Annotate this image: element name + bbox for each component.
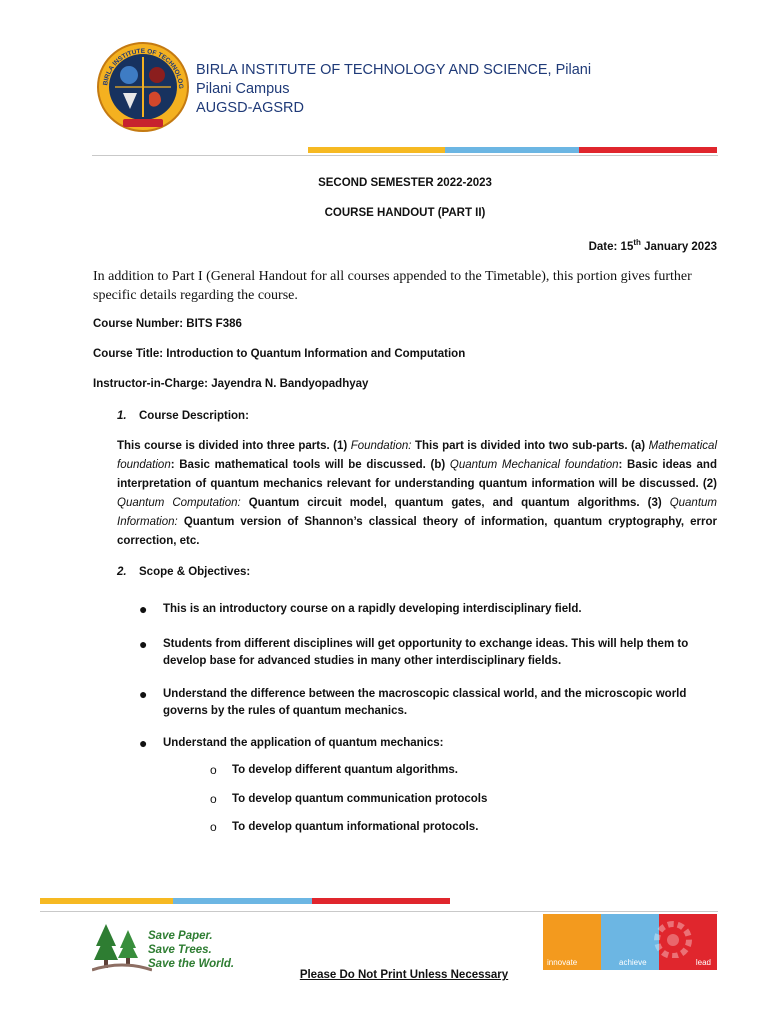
header-stripe-red: [579, 147, 717, 153]
bullet-dot-icon: ●: [139, 636, 148, 652]
desc-text-4: : Basic ideas and interpretation of quantum mechanics relevant for understanding quantum information will be discussed. (2): [117, 459, 717, 490]
document-date: [500, 238, 717, 253]
desc-italic-math: Mathematical foundation: [117, 440, 717, 471]
header-divider: [92, 155, 718, 156]
desc-italic-information: Quantum Information:: [117, 497, 717, 528]
date-suffix: January 2023: [640, 240, 717, 253]
institution-name: BIRLA INSTITUTE OF TECHNOLOGY AND SCIENCE, Pilani: [196, 62, 592, 78]
header-stripe-yellow: [308, 147, 445, 153]
campus-name: Pilani Campus: [196, 81, 290, 97]
sub-objective-text: To develop quantum informational protocols.: [232, 821, 479, 833]
bullet-dot-icon: ●: [139, 686, 148, 702]
bullet-dot-icon: ●: [139, 601, 148, 617]
sub-objective-item: [210, 763, 458, 777]
intro-paragraph: In addition to Part I (General Handout for all courses appended to the Timetable), this portion gives further specific details regarding the course.: [93, 269, 692, 303]
section-1-number: 1.: [117, 410, 127, 422]
circle-bullet-icon: o: [210, 820, 217, 834]
desc-italic-foundation: Foundation:: [350, 440, 412, 452]
objective-item: [139, 636, 718, 670]
section-1-title: Course Description:: [139, 410, 249, 422]
circle-bullet-icon: o: [210, 792, 217, 806]
section-2-title: Scope & Objectives:: [139, 566, 251, 578]
course-description: [117, 437, 717, 551]
objective-text: Understand the application of quantum mechanics:: [163, 737, 444, 749]
section-2-heading: [117, 566, 250, 578]
objective-item: [139, 601, 718, 618]
banner-label-achieve: achieve: [619, 958, 647, 967]
desc-text-1: This course is divided into three parts. (1): [117, 440, 351, 452]
slogan-line-3: Save the World.: [148, 958, 235, 970]
course-title: Course Title: Introduction to Quantum Information and Computation: [93, 348, 466, 360]
desc-text-2: This part is divided into two sub-parts. (a): [411, 440, 649, 452]
save-paper-slogan: [148, 929, 234, 971]
gear-icon: [603, 918, 713, 958]
circle-bullet-icon: o: [210, 763, 217, 777]
objective-text: Understand the difference between the macroscopic classical world, and the microscopic world governs by the rules of quantum mechanics.: [163, 688, 687, 717]
print-notice: Please Do Not Print Unless Necessary: [299, 969, 509, 981]
desc-text-6: Quantum version of Shannon’s classical theory of information, quantum cryptography, error correction, etc.: [117, 516, 717, 547]
banner-label-innovate: innovate: [547, 958, 578, 967]
desc-italic-computation: Quantum Computation:: [117, 497, 241, 509]
instructor: Instructor-in-Charge: Jayendra N. Bandyopadhyay: [93, 378, 369, 390]
course-number: Course Number: BITS F386: [93, 318, 242, 330]
date-superscript: th: [633, 238, 641, 247]
sub-objective-item: [210, 820, 479, 834]
footer-stripe-yellow: [40, 898, 173, 904]
objective-text: Students from different disciplines will get opportunity to exchange ideas. This will help them to develop base for advanced studies in many other interdisciplinary fields.: [163, 638, 689, 667]
desc-italic-qm: Quantum Mechanical foundation: [449, 459, 619, 471]
svg-text:BIRLA INSTITUTE OF TECHNOLOGY: BIRLA INSTITUTE OF TECHNOLOG: [102, 47, 185, 90]
banner-panel-innovate: [543, 914, 601, 970]
footer-stripe-blue: [173, 898, 312, 904]
sub-objective-text: To develop different quantum algorithms.: [232, 764, 458, 776]
department-name: AUGSD-AGSRD: [196, 100, 304, 116]
semester-title: SECOND SEMESTER 2022-2023: [318, 177, 492, 189]
desc-text-5: Quantum circuit model, quantum gates, and quantum algorithms. (3): [240, 497, 670, 509]
handout-title: COURSE HANDOUT (PART II): [324, 207, 486, 219]
desc-text-3: : Basic mathematical tools will be discussed. (b): [170, 459, 450, 471]
section-1-heading: [117, 410, 249, 422]
bullet-dot-icon: ●: [139, 735, 148, 751]
header-stripe-blue: [445, 147, 579, 153]
sub-objective-item: [210, 792, 488, 806]
section-2-number: 2.: [117, 566, 127, 578]
footer-stripe-red: [312, 898, 450, 904]
objective-item: [139, 735, 718, 752]
footer-divider: [40, 911, 718, 912]
objective-text: This is an introductory course on a rapidly developing interdisciplinary field.: [163, 603, 582, 615]
innovate-achieve-lead-banner: [543, 914, 717, 970]
objective-item: [139, 686, 718, 720]
slogan-line-1: Save Paper.: [148, 930, 213, 942]
banner-label-lead: lead: [695, 958, 711, 967]
slogan-line-2: Save Trees.: [148, 944, 212, 956]
sub-objective-text: To develop quantum communication protocols: [232, 793, 488, 805]
institution-logo: [93, 41, 193, 133]
date-prefix: Date: 15: [588, 240, 634, 253]
